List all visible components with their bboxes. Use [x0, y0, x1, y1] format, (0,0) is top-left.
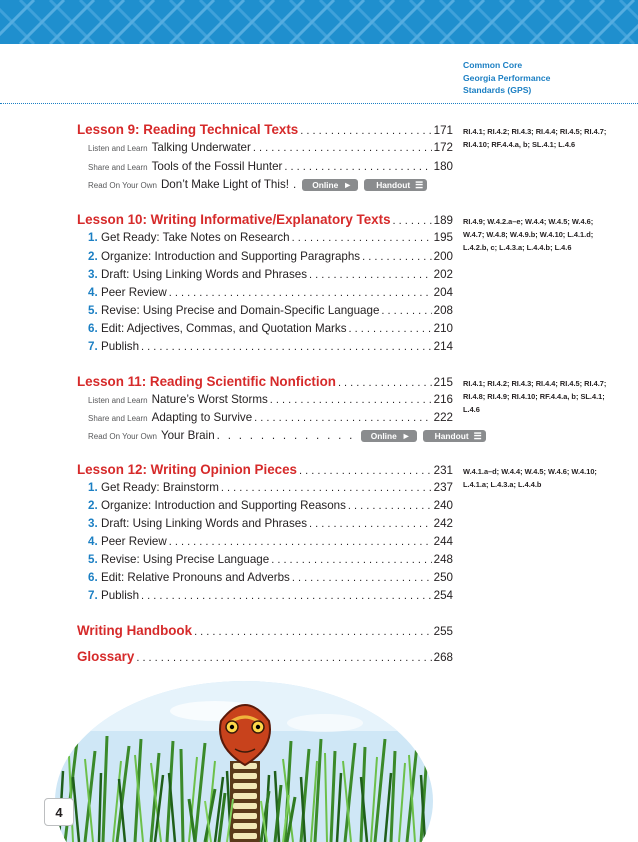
page-number: 222	[433, 411, 453, 424]
item-label: Read On Your Own	[88, 181, 157, 190]
dot-leader	[362, 251, 432, 263]
document-icon: ☰	[473, 430, 482, 441]
dot-leader	[309, 269, 432, 281]
lesson12-standards: W.4.1.a–d; W.4.4; W.4.5; W.4.6; W.4.10; L.4.1.a; L.4.3.a; L.4.4.b	[463, 467, 597, 489]
lesson-title: Lesson 10: Writing Informative/Explanatory Texts	[77, 212, 391, 227]
page-number: 244	[433, 535, 453, 548]
lesson12-step-6[interactable]	[88, 571, 453, 589]
document-icon: ☰	[415, 179, 424, 190]
page-number: 214	[433, 340, 453, 353]
page-number: 248	[433, 553, 453, 566]
dot-leader	[284, 161, 431, 173]
step-title: Edit: Relative Pronouns and Adverbs	[101, 571, 290, 584]
dot-leader	[300, 125, 431, 137]
lesson10-step-3[interactable]	[88, 268, 453, 286]
dot-leader	[270, 394, 432, 406]
step-title: Revise: Using Precise and Domain-Specific Language	[101, 304, 380, 317]
lesson10-title-row[interactable]	[77, 212, 453, 230]
dot-leader: .	[292, 178, 297, 191]
diagonal-stripe-pattern	[0, 0, 638, 44]
step-number: 6.	[88, 571, 98, 584]
lesson10-step-7[interactable]	[88, 340, 453, 358]
step-title: Revise: Using Precise Language	[101, 553, 270, 566]
lesson12-step-4[interactable]	[88, 535, 453, 553]
dot-leader	[221, 482, 432, 494]
dot-leader	[292, 232, 432, 244]
step-title: Peer Review	[101, 535, 167, 548]
step-number: 2.	[88, 250, 98, 263]
item-title: Tools of the Fossil Hunter	[151, 160, 283, 173]
lesson12-step-2[interactable]	[88, 499, 453, 517]
lesson-title: Lesson 11: Reading Scientific Nonfiction	[77, 374, 336, 389]
page-number: 180	[433, 160, 453, 173]
lesson10-step-1[interactable]	[88, 231, 453, 249]
standards-title-line1: Common Core	[463, 60, 523, 70]
snake-in-grass-image	[55, 681, 433, 842]
step-number: 5.	[88, 553, 98, 566]
step-number: 5.	[88, 304, 98, 317]
dot-leader	[299, 465, 432, 477]
section-title: Writing Handbook	[77, 623, 193, 638]
page-number: 216	[433, 393, 453, 406]
lesson11-title-row[interactable]	[77, 374, 453, 392]
item-title: Nature’s Worst Storms	[151, 393, 268, 406]
snake-illustration	[55, 681, 433, 842]
step-number: 2.	[88, 499, 98, 512]
header-band	[0, 0, 638, 44]
page-number: 242	[433, 517, 453, 530]
standards-title-line2: Georgia Performance	[463, 72, 551, 83]
lesson10-step-5[interactable]	[88, 304, 453, 322]
item-title: Your Brain	[160, 429, 215, 442]
dot-leader	[169, 536, 432, 548]
page-number: 195	[433, 231, 453, 244]
page-number-label: 4	[55, 804, 63, 820]
dotted-divider	[0, 103, 638, 104]
handout-label: Handout	[434, 431, 469, 441]
page-number: 254	[433, 589, 453, 602]
page-number: 255	[433, 625, 453, 638]
lesson9-title-row[interactable]	[77, 122, 453, 140]
page-number: 189	[433, 214, 453, 227]
dot-leader	[194, 626, 432, 638]
step-title: Publish	[101, 589, 140, 602]
writing-handbook-row[interactable]	[77, 623, 453, 641]
step-title: Publish	[101, 340, 140, 353]
lesson-title: Lesson 12: Writing Opinion Pieces	[77, 462, 297, 477]
page-number: 208	[433, 304, 453, 317]
page-number: 202	[433, 268, 453, 281]
dot-leader	[169, 287, 432, 299]
page-number: 250	[433, 571, 453, 584]
section-title: Glossary	[77, 649, 135, 664]
lesson11-item-2[interactable]	[88, 411, 453, 429]
item-title: Talking Underwater	[151, 141, 251, 154]
lesson-title: Lesson 9: Reading Technical Texts	[77, 122, 299, 137]
item-label: Listen and Learn	[88, 396, 148, 405]
dot-leader	[141, 341, 432, 353]
page-number: 204	[433, 286, 453, 299]
dot-leader	[309, 518, 432, 530]
step-title: Organize: Introduction and Supporting Reasons	[101, 499, 346, 512]
page-number: 172	[433, 141, 453, 154]
page-number: 210	[433, 322, 453, 335]
lesson11-standards: RI.4.1; RI.4.2; RI.4.3; RI.4.4; RI.4.5; RI.4.7; RI.4.8; RI.4.9; RI.4.10; RF.4.4.a, b; SL.4.1; L.4.6	[463, 379, 607, 414]
dot-leader	[253, 142, 432, 154]
step-title: Get Ready: Brainstorm	[101, 481, 219, 494]
step-number: 4.	[88, 535, 98, 548]
page-number: 231	[433, 464, 453, 477]
step-title: Draft: Using Linking Words and Phrases	[101, 268, 307, 281]
step-number: 4.	[88, 286, 98, 299]
lesson12-title-row[interactable]	[77, 462, 453, 480]
dot-leader	[348, 500, 432, 512]
dot-leader: . . . . . . . . . . . . .	[216, 429, 355, 442]
step-title: Peer Review	[101, 286, 167, 299]
page-number: 171	[433, 124, 453, 137]
cursor-icon: ►	[401, 431, 411, 441]
step-number: 1.	[88, 481, 98, 494]
online-label: Online	[370, 431, 397, 441]
step-number: 7.	[88, 589, 98, 602]
online-badge[interactable]	[361, 430, 417, 442]
lesson10-step-2[interactable]	[88, 250, 453, 268]
page-number: 268	[433, 651, 453, 664]
online-label: Online	[312, 180, 339, 190]
step-title: Edit: Adjectives, Commas, and Quotation Marks	[101, 322, 347, 335]
dot-leader	[338, 377, 432, 389]
step-number: 3.	[88, 268, 98, 281]
lesson12-step-1[interactable]	[88, 481, 453, 499]
page-number: 240	[433, 499, 453, 512]
handout-badge[interactable]	[364, 179, 427, 191]
step-title: Get Ready: Take Notes on Research	[101, 231, 290, 244]
lesson12-step-7[interactable]	[88, 589, 453, 607]
cursor-icon: ►	[343, 180, 353, 190]
dot-leader	[393, 215, 432, 227]
dot-leader	[381, 305, 431, 317]
dot-leader	[349, 323, 432, 335]
lesson9-item-3[interactable]	[88, 178, 453, 196]
online-badge[interactable]	[302, 179, 358, 191]
standards-title-line3: Standards (GPS)	[463, 85, 532, 95]
lesson10-step-6[interactable]	[88, 322, 453, 340]
step-title: Draft: Using Linking Words and Phrases	[101, 517, 307, 530]
lesson10-standards: RI.4.9; W.4.2.a–e; W.4.4; W.4.5; W.4.6; W.4.7; W.4.8; W.4.9.b; W.4.10; L.4.1.d; L.4.2.b, c; L.4.3.a; L.4.4.b; L.4.6	[463, 217, 594, 252]
lesson12-step-3[interactable]	[88, 517, 453, 535]
lesson9-item-1[interactable]	[88, 141, 453, 159]
page-number: 215	[433, 376, 453, 389]
dot-leader	[136, 652, 431, 664]
dot-leader	[292, 572, 432, 584]
item-label: Share and Learn	[88, 163, 148, 172]
dot-leader	[254, 412, 432, 424]
page-number-tab	[44, 798, 74, 826]
item-label: Share and Learn	[88, 414, 148, 423]
lesson11-item-3[interactable]	[88, 429, 482, 447]
step-number: 6.	[88, 322, 98, 335]
lesson9-standards: RI.4.1; RI.4.2; RI.4.3; RI.4.4; RI.4.5; RI.4.7; RI.4.10; RF.4.4.a, b; SL.4.1; L.4.6	[463, 127, 607, 149]
step-number: 1.	[88, 231, 98, 244]
dot-leader	[271, 554, 431, 566]
step-title: Organize: Introduction and Supporting Paragraphs	[101, 250, 361, 263]
standards-header	[463, 59, 623, 97]
handout-label: Handout	[376, 180, 411, 190]
item-title: Adapting to Survive	[151, 411, 253, 424]
step-number: 3.	[88, 517, 98, 530]
item-title: Don’t Make Light of This!	[160, 178, 289, 191]
lesson10-step-4[interactable]	[88, 286, 453, 304]
step-number: 7.	[88, 340, 98, 353]
lesson11-item-1[interactable]	[88, 393, 453, 411]
item-label: Listen and Learn	[88, 144, 148, 153]
lesson12-step-5[interactable]	[88, 553, 453, 571]
glossary-row[interactable]	[77, 649, 453, 667]
lesson9-item-2[interactable]	[88, 160, 453, 178]
dot-leader	[141, 590, 432, 602]
item-label: Read On Your Own	[88, 432, 157, 441]
page-number: 200	[433, 250, 453, 263]
handout-badge[interactable]	[423, 430, 486, 442]
page-number: 237	[433, 481, 453, 494]
